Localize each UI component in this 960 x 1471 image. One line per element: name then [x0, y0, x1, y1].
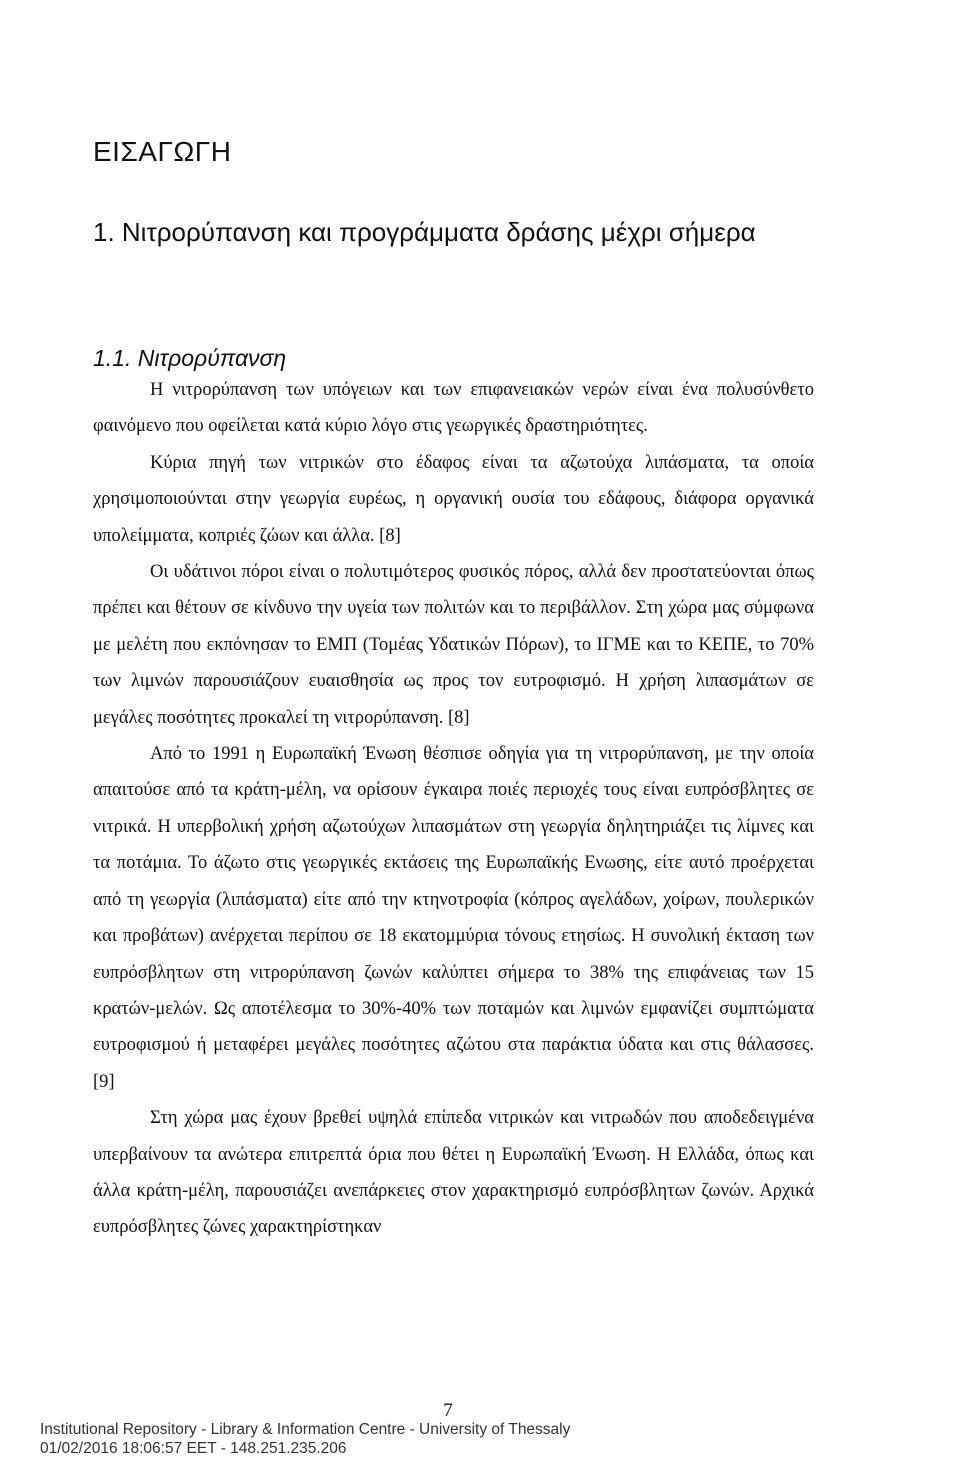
repository-footer: Institutional Repository - Library & Information Centre - University of Thessaly: [40, 1421, 571, 1438]
chapter-heading: ΕΙΣΑΓΩΓΗ: [93, 136, 232, 167]
download-timestamp: 01/02/2016 18:06:57 EET - 148.251.235.206: [40, 1440, 347, 1457]
paragraph: Στη χώρα μας έχουν βρεθεί υψηλά επίπεδα νιτρικών και νιτρωδών που αποδεδειγμένα υπερβαίνουν τα ανώτερα επιτρεπτά όρια που θέτει η Ευρωπαϊκή Ένωση. Η Ελλάδα, όπως και άλλα κράτη-μέλη, παρουσιάζει ανεπάρκειες στον χαρακτηρισμό ευπρόσβλητων ζωνών. Αρχικά ευπρόσβλητες ζώνες χαρακτηρίστηκαν: [93, 1108, 814, 1238]
section-title: 1. Νιτρορύπανση και προγράμματα δράσης μέχρι σήμερα: [93, 217, 756, 247]
paragraph: Η νιτρορύπανση των υπόγειων και των επιφανειακών νερών είναι ένα πολυσύνθετο φαινόμενο που οφείλεται κατά κύριο λόγο στις γεωργικές δραστηριότητες.: [93, 380, 814, 437]
paragraph: Από το 1991 η Ευρωπαϊκή Ένωση θέσπισε οδηγία για τη νιτρορύπανση, με την οποία απαιτούσε από τα κράτη-μέλη, να ορίσουν έγκαιρα ποιές περιοχές τους είναι ευπρόσβλητες σε νιτρικά. Η υπερβολική χρήση αζωτούχων λιπασμάτων στη γεωργία δηλητηριάζει τις λίμνες και τα ποτάμια. Το άζωτο στις γεωργικές εκτάσεις της Ευρωπαϊκής Ενωσης, είτε αυτό προέρχεται από τη γεωργία (λιπάσματα) είτε από την κτηνοτροφία (κόπρος αγελάδων, χοίρων, πουλερικών και προβάτων) ανέρχεται περίπου σε 18 εκατομμύρια τόνους ετησίως. Η συνολική έκταση των ευπρόσβλητων στη νιτρορύπανση ζωνών καλύπτει σήμερα το 38% της επιφάνειας των 15 κρατών-μελών. Ως αποτέλεσμα το 30%-40% των ποταμών και λιμνών εμφανίζει συμπτώματα ευτροφισμού ή μεταφέρει μεγάλες ποσότητες αζώτου στα παράκτια ύδατα και στις θάλασσες. [9]: [93, 744, 814, 1092]
page-number: 7: [443, 1400, 453, 1421]
paragraph: Οι υδάτινοι πόροι είναι ο πολυτιμότερος φυσικός πόρος, αλλά δεν προστατεύονται όπως πρέπει και θέτουν σε κίνδυνο την υγεία των πολιτών και το περιβάλλον. Στη χώρα μας σύμφωνα με μελέτη που εκπόνησαν το ΕΜΠ (Τομέας Υδατικών Πόρων), το ΙΓΜΕ και το ΚΕΠΕ, το 70% των λιμνών παρουσιάζουν ευαισθησία ως προς τον ευτροφισμό. Η χρήση λιπασμάτων σε μεγάλες ποσότητες προκαλεί τη νιτρορύπανση. [8]: [93, 562, 814, 728]
body-text: [93, 372, 814, 1246]
subsection-title: 1.1. Νιτρορύπανση: [93, 345, 287, 371]
paragraph: Κύρια πηγή των νιτρικών στο έδαφος είναι τα αζωτούχα λιπάσματα, τα οποία χρησιμοποιούνται στην γεωργία ευρέως, η οργανική ουσία του εδάφους, διάφορα οργανικά υπολείμματα, κοπριές ζώων και άλλα. [8]: [93, 452, 814, 546]
